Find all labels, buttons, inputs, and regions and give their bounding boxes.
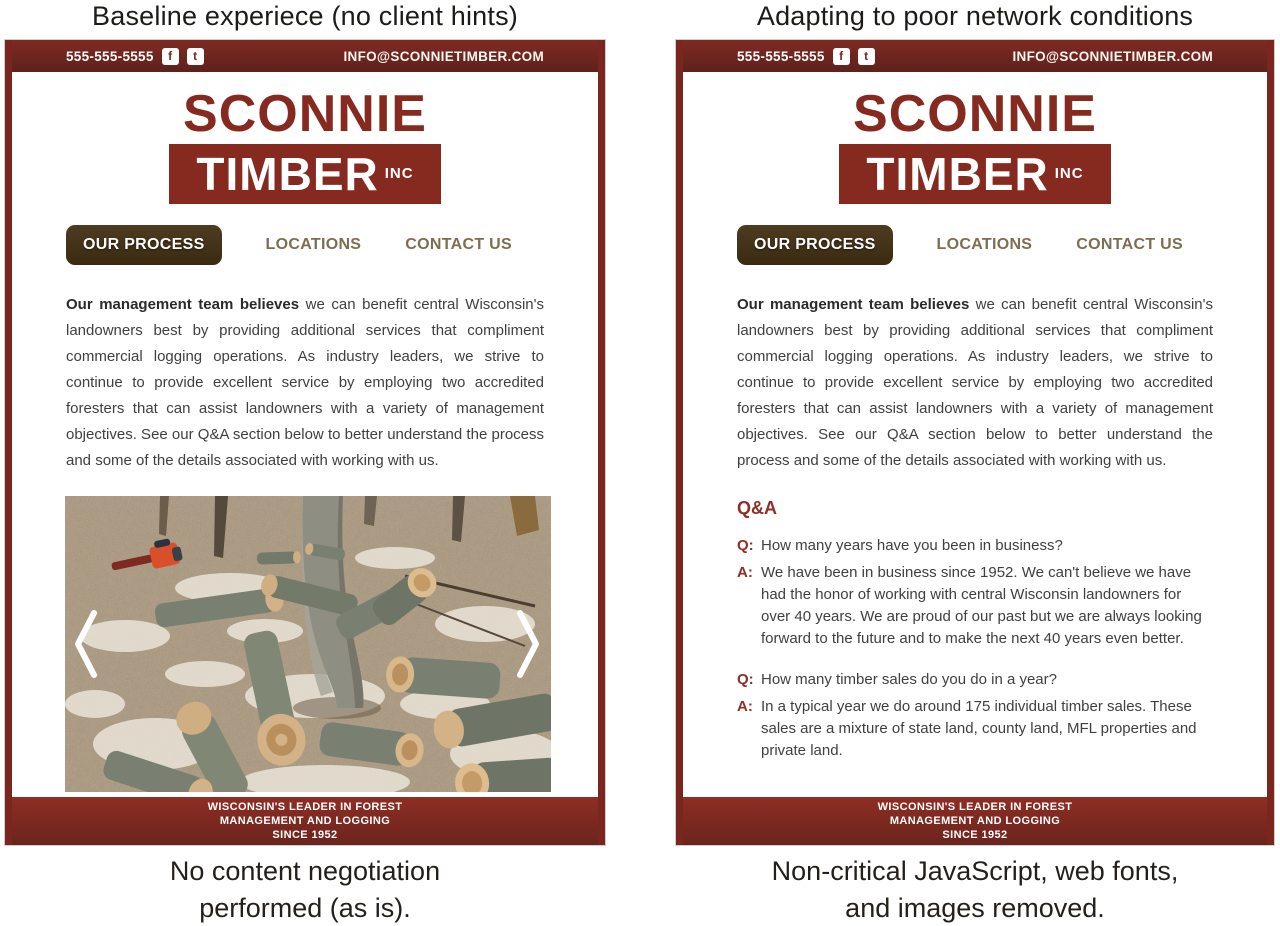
phone-number[interactable]: 555-555-5555 [66, 48, 154, 64]
nav-item-our-process[interactable]: OUR PROCESS [737, 225, 893, 265]
qa-answer [737, 562, 1213, 650]
intro-lead: Our management team believes [66, 296, 300, 313]
nav-item-our-process[interactable]: OUR PROCESS [66, 225, 222, 265]
logo-timber-block [839, 144, 1111, 204]
intro-paragraph [737, 292, 1213, 474]
topbar [683, 40, 1267, 72]
carousel [65, 496, 551, 792]
nav [737, 224, 1267, 266]
footer-line: WISCONSIN'S LEADER IN FOREST [207, 800, 403, 813]
qa-question [737, 535, 1213, 557]
caption-line: Non-critical JavaScript, web fonts, [771, 856, 1179, 886]
qa-answer-text: In a typical year we do around 175 individual timber sales. These sales are a mixture of state land, county land, MFL properties and private land. [761, 698, 1197, 759]
carousel-photo [65, 496, 551, 792]
qa-section [737, 498, 1213, 762]
caption-baseline [5, 853, 605, 926]
qa-question-prefix: Q: [737, 671, 754, 688]
topbar [12, 40, 598, 72]
qa-item [737, 669, 1213, 762]
logo-sconnie: SCONNIE [853, 85, 1097, 143]
footer-line: SINCE 1952 [272, 828, 338, 841]
footer-banner [683, 797, 1267, 845]
footer-line: MANAGEMENT AND LOGGING [889, 814, 1061, 827]
qa-question-prefix: Q: [737, 537, 754, 554]
intro-paragraph [66, 292, 544, 474]
nav-item-contact-us[interactable]: CONTACT US [1076, 236, 1183, 253]
logo-inc: INC [384, 165, 414, 183]
twitter-icon[interactable]: t [858, 48, 875, 65]
phone-number[interactable]: 555-555-5555 [737, 48, 825, 64]
email-link[interactable]: INFO@SCONNIETIMBER.COM [1012, 48, 1213, 64]
qa-question-text: How many years have you been in business? [761, 537, 1063, 554]
logo-timber: TIMBER [196, 148, 379, 200]
caption-line: No content negotiation [169, 856, 441, 886]
title-baseline: Baseline experiece (no client hints) [92, 1, 518, 31]
title-adapting: Adapting to poor network conditions [756, 1, 1194, 31]
footer-banner [12, 797, 598, 845]
logo-sconnie: SCONNIE [183, 85, 427, 143]
caption-line: performed (as is). [199, 893, 411, 923]
carousel-prev-icon[interactable] [73, 607, 99, 681]
footer-line: MANAGEMENT AND LOGGING [219, 814, 391, 827]
footer-line: WISCONSIN'S LEADER IN FOREST [877, 800, 1073, 813]
panel-baseline [5, 40, 605, 845]
nav-item-locations[interactable]: LOCATIONS [265, 236, 362, 253]
panel-adapted [676, 40, 1274, 845]
qa-answer-text: We have been in business since 1952. We can't believe we have had the honor of working with central Wisconsin landowners for over 40 years. We are proud of our past but we are always looking forward to the future and to make the next 40 years even better. [761, 564, 1202, 647]
footer-line: SINCE 1952 [942, 828, 1008, 841]
logo [12, 84, 598, 204]
twitter-icon[interactable]: t [187, 48, 204, 65]
nav-item-contact-us[interactable]: CONTACT US [405, 236, 512, 253]
logo-timber: TIMBER [866, 148, 1049, 200]
nav-item-locations[interactable]: LOCATIONS [936, 236, 1033, 253]
qa-item [737, 535, 1213, 650]
logo-timber-block [169, 144, 441, 204]
intro-body: we can benefit central Wisconsin's landowners best by providing additional services that compliment commercial logging operations. As industry leaders, we strive to continue to provide excellent service by employing two accredited foresters that can assist landowners with a variety of management objectives. See our Q&A section below to better understand the process and some of the details associated with working with us. [66, 296, 544, 469]
facebook-icon[interactable]: f [162, 48, 179, 65]
logo-inc: INC [1054, 165, 1084, 183]
intro-lead: Our management team believes [737, 296, 970, 313]
qa-answer-prefix: A: [737, 698, 753, 715]
qa-heading: Q&A [737, 498, 777, 518]
logo [683, 84, 1267, 204]
carousel-next-icon[interactable] [515, 607, 541, 681]
qa-answer [737, 696, 1213, 762]
email-link[interactable]: INFO@SCONNIETIMBER.COM [343, 48, 544, 64]
qa-answer-prefix: A: [737, 564, 753, 581]
facebook-icon[interactable]: f [833, 48, 850, 65]
caption-adapted [676, 853, 1274, 926]
caption-line: and images removed. [845, 893, 1105, 923]
qa-question [737, 669, 1213, 691]
intro-body: we can benefit central Wisconsin's landowners best by providing additional services that compliment commercial logging operations. As industry leaders, we strive to continue to provide excellent service by employing two accredited foresters that can assist landowners with a variety of management objectives. See our Q&A section below to better understand the process and some of the details associated with working with us. [737, 296, 1213, 469]
qa-question-text: How many timber sales do you do in a year? [761, 671, 1057, 688]
nav [66, 224, 598, 266]
